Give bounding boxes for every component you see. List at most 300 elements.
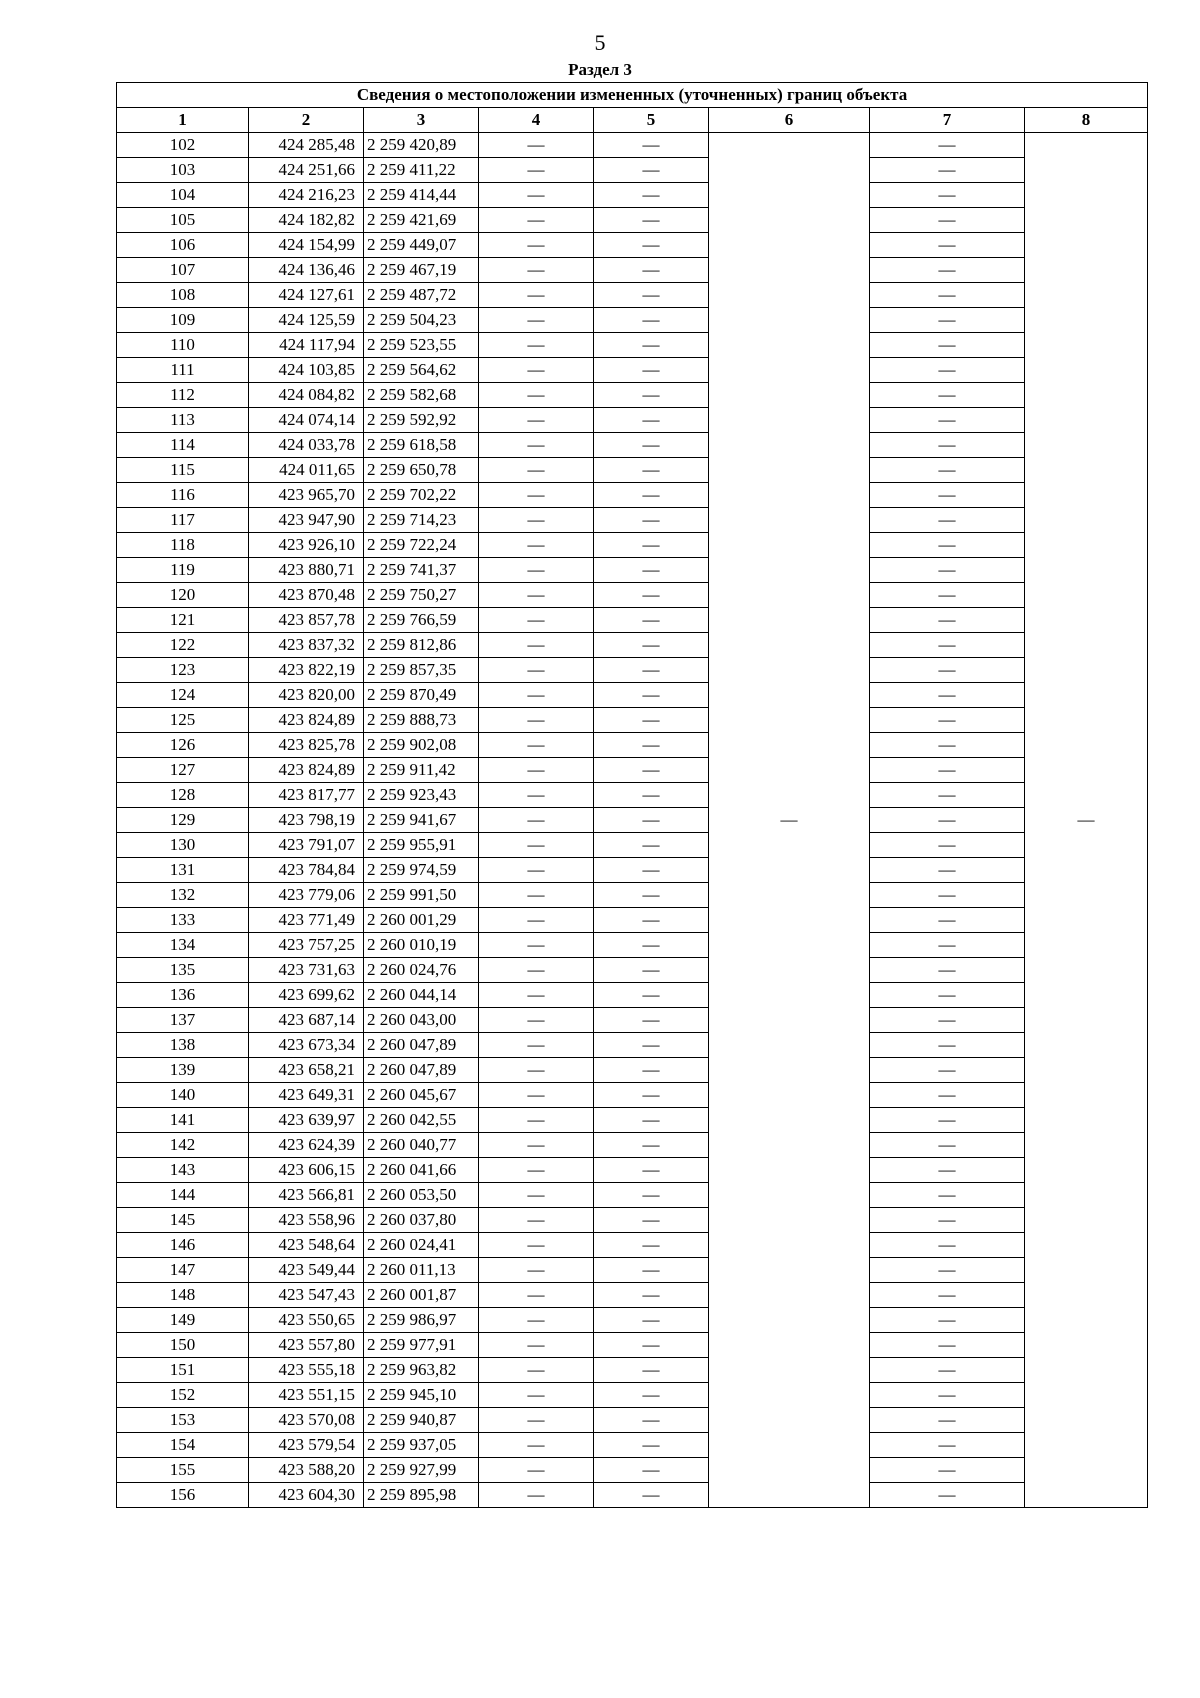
col7-dash: — [870, 608, 1025, 633]
point-number: 102 [117, 133, 249, 158]
col4-dash: — [479, 183, 594, 208]
point-number: 125 [117, 708, 249, 733]
col5-dash: — [594, 383, 709, 408]
col5-dash: — [594, 1308, 709, 1333]
col7-dash: — [870, 333, 1025, 358]
coordinate-x: 423 784,84 [249, 858, 364, 883]
table-row [117, 1258, 1148, 1283]
coordinate-y: 2 259 411,22 [364, 158, 479, 183]
point-number: 126 [117, 733, 249, 758]
col4-dash: — [479, 1258, 594, 1283]
coordinate-y: 2 260 001,29 [364, 908, 479, 933]
coordinate-y: 2 260 047,89 [364, 1058, 479, 1083]
col4-dash: — [479, 908, 594, 933]
col5-dash: — [594, 1283, 709, 1308]
col7-dash: — [870, 683, 1025, 708]
coordinate-x: 423 926,10 [249, 533, 364, 558]
point-number: 151 [117, 1358, 249, 1383]
col4-dash: — [479, 608, 594, 633]
col4-dash: — [479, 1108, 594, 1133]
point-number: 111 [117, 358, 249, 383]
table-row [117, 1433, 1148, 1458]
coordinate-x: 423 817,77 [249, 783, 364, 808]
col4-dash: — [479, 333, 594, 358]
col5-dash: — [594, 583, 709, 608]
col7-dash: — [870, 458, 1025, 483]
coordinate-y: 2 260 040,77 [364, 1133, 479, 1158]
col4-dash: — [479, 708, 594, 733]
col5-dash: — [594, 533, 709, 558]
point-number: 127 [117, 758, 249, 783]
coordinate-y: 2 260 042,55 [364, 1108, 479, 1133]
col5-dash: — [594, 483, 709, 508]
col7-dash: — [870, 1008, 1025, 1033]
col7-dash: — [870, 558, 1025, 583]
coordinate-x: 423 699,62 [249, 983, 364, 1008]
table-row [117, 1483, 1148, 1508]
table-row [117, 533, 1148, 558]
col4-dash: — [479, 1358, 594, 1383]
point-number: 106 [117, 233, 249, 258]
coordinate-y: 2 260 043,00 [364, 1008, 479, 1033]
coordinate-y: 2 259 564,62 [364, 358, 479, 383]
col4-dash: — [479, 933, 594, 958]
coordinate-y: 2 259 618,58 [364, 433, 479, 458]
coordinate-y: 2 259 941,67 [364, 808, 479, 833]
table-row [117, 308, 1148, 333]
point-number: 123 [117, 658, 249, 683]
coordinate-y: 2 259 487,72 [364, 283, 479, 308]
coordinate-x: 423 550,65 [249, 1308, 364, 1333]
col4-dash: — [479, 658, 594, 683]
point-number: 104 [117, 183, 249, 208]
coordinate-x: 423 798,19 [249, 808, 364, 833]
col5-dash: — [594, 1108, 709, 1133]
col4-dash: — [479, 483, 594, 508]
column-header-2: 2 [249, 108, 364, 133]
col4-dash: — [479, 758, 594, 783]
table-row [117, 233, 1148, 258]
col4-dash: — [479, 233, 594, 258]
coordinate-x: 424 011,65 [249, 458, 364, 483]
coordinate-x: 423 570,08 [249, 1408, 364, 1433]
col5-dash: — [594, 1033, 709, 1058]
point-number: 103 [117, 158, 249, 183]
col5-dash: — [594, 233, 709, 258]
coordinate-y: 2 260 041,66 [364, 1158, 479, 1183]
col5-dash: — [594, 1408, 709, 1433]
table-row [117, 908, 1148, 933]
col7-dash: — [870, 408, 1025, 433]
point-number: 119 [117, 558, 249, 583]
col5-dash: — [594, 333, 709, 358]
table-row [117, 1083, 1148, 1108]
col7-dash: — [870, 1358, 1025, 1383]
coordinate-y: 2 260 024,41 [364, 1233, 479, 1258]
table-row [117, 1108, 1148, 1133]
coordinate-x: 424 127,61 [249, 283, 364, 308]
col7-dash: — [870, 1133, 1025, 1158]
point-number: 132 [117, 883, 249, 908]
column-header-row [117, 108, 1148, 133]
col7-dash: — [870, 1108, 1025, 1133]
coordinate-y: 2 259 895,98 [364, 1483, 479, 1508]
col5-dash: — [594, 558, 709, 583]
coordinate-x: 423 779,06 [249, 883, 364, 908]
col4-dash: — [479, 633, 594, 658]
table-row [117, 1158, 1148, 1183]
col7-dash: — [870, 633, 1025, 658]
point-number: 152 [117, 1383, 249, 1408]
table-row [117, 658, 1148, 683]
point-number: 109 [117, 308, 249, 333]
col4-dash: — [479, 308, 594, 333]
coordinate-x: 423 837,32 [249, 633, 364, 658]
table-row [117, 1033, 1148, 1058]
point-number: 139 [117, 1058, 249, 1083]
table-row [117, 283, 1148, 308]
table-row [117, 1208, 1148, 1233]
col7-dash: — [870, 958, 1025, 983]
coordinate-x: 424 182,82 [249, 208, 364, 233]
col7-dash: — [870, 983, 1025, 1008]
coordinate-y: 2 260 047,89 [364, 1033, 479, 1058]
point-number: 107 [117, 258, 249, 283]
col5-dash: — [594, 1383, 709, 1408]
column-header-6: 6 [709, 108, 870, 133]
col7-dash: — [870, 1058, 1025, 1083]
point-number: 116 [117, 483, 249, 508]
point-number: 156 [117, 1483, 249, 1508]
table-title-row [117, 83, 1148, 108]
coordinate-x: 423 588,20 [249, 1458, 364, 1483]
coordinate-x: 423 771,49 [249, 908, 364, 933]
col4-dash: — [479, 283, 594, 308]
coordinate-x: 423 558,96 [249, 1208, 364, 1233]
point-number: 120 [117, 583, 249, 608]
col7-dash: — [870, 433, 1025, 458]
coordinate-x: 423 947,90 [249, 508, 364, 533]
col5-dash: — [594, 208, 709, 233]
col4-dash: — [479, 458, 594, 483]
point-number: 115 [117, 458, 249, 483]
table-row [117, 958, 1148, 983]
col5-dash: — [594, 158, 709, 183]
column-header-1: 1 [117, 108, 249, 133]
table-row [117, 633, 1148, 658]
coordinate-x: 423 822,19 [249, 658, 364, 683]
table-row [117, 358, 1148, 383]
col5-dash: — [594, 758, 709, 783]
col4-dash: — [479, 958, 594, 983]
point-number: 133 [117, 908, 249, 933]
col5-dash: — [594, 1358, 709, 1383]
point-number: 142 [117, 1133, 249, 1158]
coordinate-x: 423 649,31 [249, 1083, 364, 1108]
coordinate-x: 423 965,70 [249, 483, 364, 508]
coordinate-y: 2 259 927,99 [364, 1458, 479, 1483]
coordinate-x: 424 154,99 [249, 233, 364, 258]
col5-dash: — [594, 683, 709, 708]
coordinate-y: 2 259 421,69 [364, 208, 479, 233]
col4-dash: — [479, 1083, 594, 1108]
column-header-3: 3 [364, 108, 479, 133]
coordinate-x: 424 074,14 [249, 408, 364, 433]
col7-dash: — [870, 308, 1025, 333]
table-row [117, 408, 1148, 433]
col5-dash: — [594, 1058, 709, 1083]
coordinate-y: 2 260 037,80 [364, 1208, 479, 1233]
coordinate-y: 2 259 986,97 [364, 1308, 479, 1333]
coordinate-y: 2 259 420,89 [364, 133, 479, 158]
col7-dash: — [870, 208, 1025, 233]
col4-dash: — [479, 533, 594, 558]
col5-dash: — [594, 258, 709, 283]
coordinate-x: 424 125,59 [249, 308, 364, 333]
coordinate-x: 423 547,43 [249, 1283, 364, 1308]
point-number: 146 [117, 1233, 249, 1258]
point-number: 149 [117, 1308, 249, 1333]
point-number: 135 [117, 958, 249, 983]
point-number: 118 [117, 533, 249, 558]
col7-dash: — [870, 908, 1025, 933]
point-number: 112 [117, 383, 249, 408]
col5-dash: — [594, 1333, 709, 1358]
col4-dash: — [479, 733, 594, 758]
col7-dash: — [870, 283, 1025, 308]
col4-dash: — [479, 508, 594, 533]
table-row [117, 1183, 1148, 1208]
coordinate-y: 2 260 001,87 [364, 1283, 479, 1308]
col4-dash: — [479, 783, 594, 808]
point-number: 110 [117, 333, 249, 358]
coordinate-y: 2 259 449,07 [364, 233, 479, 258]
point-number: 140 [117, 1083, 249, 1108]
table-row [117, 808, 1148, 833]
coordinate-y: 2 259 991,50 [364, 883, 479, 908]
coordinate-x: 423 870,48 [249, 583, 364, 608]
table-row [117, 1008, 1148, 1033]
col5-dash: — [594, 1458, 709, 1483]
coordinate-y: 2 259 741,37 [364, 558, 479, 583]
col7-dash: — [870, 183, 1025, 208]
col5-dash: — [594, 1433, 709, 1458]
coordinate-x: 423 824,89 [249, 758, 364, 783]
coordinate-x: 424 216,23 [249, 183, 364, 208]
table-body [117, 133, 1148, 1508]
coordinate-x: 423 820,00 [249, 683, 364, 708]
point-number: 121 [117, 608, 249, 633]
col5-dash: — [594, 1158, 709, 1183]
point-number: 148 [117, 1283, 249, 1308]
coordinate-y: 2 259 937,05 [364, 1433, 479, 1458]
section-label: Раздел 3 [568, 60, 632, 79]
col5-dash: — [594, 958, 709, 983]
coordinate-y: 2 259 766,59 [364, 608, 479, 633]
col7-dash: — [870, 583, 1025, 608]
coordinate-y: 2 259 923,43 [364, 783, 479, 808]
coordinate-x: 423 857,78 [249, 608, 364, 633]
table-row [117, 758, 1148, 783]
coordinate-y: 2 260 011,13 [364, 1258, 479, 1283]
table-row [117, 258, 1148, 283]
col4-dash: — [479, 858, 594, 883]
col7-dash: — [870, 1458, 1025, 1483]
col5-dash: — [594, 1083, 709, 1108]
table-row [117, 608, 1148, 633]
point-number: 128 [117, 783, 249, 808]
col7-dash: — [870, 1158, 1025, 1183]
col5-dash: — [594, 133, 709, 158]
col4-dash: — [479, 983, 594, 1008]
col4-dash: — [479, 133, 594, 158]
coordinate-x: 423 658,21 [249, 1058, 364, 1083]
point-number: 145 [117, 1208, 249, 1233]
point-number: 117 [117, 508, 249, 533]
point-number: 147 [117, 1258, 249, 1283]
table-row [117, 1408, 1148, 1433]
col5-dash: — [594, 1208, 709, 1233]
col7-dash: — [870, 833, 1025, 858]
col7-dash: — [870, 358, 1025, 383]
col4-dash: — [479, 1183, 594, 1208]
col7-dash: — [870, 808, 1025, 833]
col4-dash: — [479, 1333, 594, 1358]
table-row [117, 1383, 1148, 1408]
point-number: 150 [117, 1333, 249, 1358]
coordinate-y: 2 259 857,35 [364, 658, 479, 683]
coordinate-x: 423 639,97 [249, 1108, 364, 1133]
point-number: 113 [117, 408, 249, 433]
col5-dash: — [594, 933, 709, 958]
point-number: 108 [117, 283, 249, 308]
col7-dash: — [870, 258, 1025, 283]
col5-dash: — [594, 608, 709, 633]
col7-dash: — [870, 1483, 1025, 1508]
point-number: 144 [117, 1183, 249, 1208]
table-row [117, 1358, 1148, 1383]
col4-dash: — [479, 1433, 594, 1458]
coordinate-y: 2 259 911,42 [364, 758, 479, 783]
col4-dash: — [479, 358, 594, 383]
col5-dash: — [594, 408, 709, 433]
table-row [117, 858, 1148, 883]
table-row [117, 208, 1148, 233]
col5-dash: — [594, 783, 709, 808]
col4-dash: — [479, 433, 594, 458]
table-row [117, 733, 1148, 758]
coordinate-x: 423 687,14 [249, 1008, 364, 1033]
table-row [117, 933, 1148, 958]
col7-dash: — [870, 1083, 1025, 1108]
col5-dash: — [594, 1258, 709, 1283]
col4-dash: — [479, 833, 594, 858]
col7-dash: — [870, 1208, 1025, 1233]
col7-dash: — [870, 483, 1025, 508]
table-row [117, 133, 1148, 158]
table-row [117, 1058, 1148, 1083]
coordinate-y: 2 259 963,82 [364, 1358, 479, 1383]
col5-dash: — [594, 1183, 709, 1208]
coordinate-x: 424 285,48 [249, 133, 364, 158]
col5-dash: — [594, 1233, 709, 1258]
coordinate-y: 2 259 467,19 [364, 258, 479, 283]
col4-dash: — [479, 408, 594, 433]
coordinate-x: 424 136,46 [249, 258, 364, 283]
column-header-8: 8 [1025, 108, 1148, 133]
coordinate-y: 2 259 523,55 [364, 333, 479, 358]
point-number: 141 [117, 1108, 249, 1133]
col4-dash: — [479, 1233, 594, 1258]
col7-dash: — [870, 133, 1025, 158]
table-row [117, 1308, 1148, 1333]
col7-dash: — [870, 158, 1025, 183]
coordinate-y: 2 259 940,87 [364, 1408, 479, 1433]
col4-dash: — [479, 583, 594, 608]
col4-dash: — [479, 1483, 594, 1508]
col7-dash: — [870, 933, 1025, 958]
point-number: 122 [117, 633, 249, 658]
col4-dash: — [479, 258, 594, 283]
coordinate-y: 2 259 974,59 [364, 858, 479, 883]
col4-dash: — [479, 883, 594, 908]
col4-dash: — [479, 1058, 594, 1083]
col7-dash: — [870, 758, 1025, 783]
col5-dash: — [594, 658, 709, 683]
coordinate-x: 423 548,64 [249, 1233, 364, 1258]
table-row [117, 458, 1148, 483]
coordinate-x: 423 791,07 [249, 833, 364, 858]
column-header-4: 4 [479, 108, 594, 133]
coordinate-y: 2 259 977,91 [364, 1333, 479, 1358]
coordinate-y: 2 260 024,76 [364, 958, 479, 983]
col4-dash: — [479, 1308, 594, 1333]
point-number: 134 [117, 933, 249, 958]
col4-dash: — [479, 1283, 594, 1308]
col7-dash: — [870, 1433, 1025, 1458]
coordinate-x: 423 557,80 [249, 1333, 364, 1358]
coordinate-y: 2 259 582,68 [364, 383, 479, 408]
col5-dash: — [594, 358, 709, 383]
col7-dash: — [870, 1408, 1025, 1433]
col7-dash: — [870, 1258, 1025, 1283]
table-row [117, 433, 1148, 458]
coordinate-x: 423 880,71 [249, 558, 364, 583]
point-number: 143 [117, 1158, 249, 1183]
coordinate-y: 2 259 955,91 [364, 833, 479, 858]
col4-dash: — [479, 1133, 594, 1158]
coordinate-y: 2 259 945,10 [364, 1383, 479, 1408]
coordinate-y: 2 259 504,23 [364, 308, 479, 333]
col5-dash: — [594, 733, 709, 758]
table-row [117, 183, 1148, 208]
point-number: 155 [117, 1458, 249, 1483]
coordinate-x: 423 566,81 [249, 1183, 364, 1208]
table-row [117, 708, 1148, 733]
coordinate-y: 2 260 010,19 [364, 933, 479, 958]
coordinate-x: 423 673,34 [249, 1033, 364, 1058]
point-number: 137 [117, 1008, 249, 1033]
col5-dash: — [594, 1483, 709, 1508]
point-number: 124 [117, 683, 249, 708]
point-number: 131 [117, 858, 249, 883]
coordinate-y: 2 259 902,08 [364, 733, 479, 758]
coordinate-y: 2 259 888,73 [364, 708, 479, 733]
col5-dash: — [594, 283, 709, 308]
table-row [117, 683, 1148, 708]
point-number: 136 [117, 983, 249, 1008]
col8-merged: — [1025, 133, 1148, 1508]
